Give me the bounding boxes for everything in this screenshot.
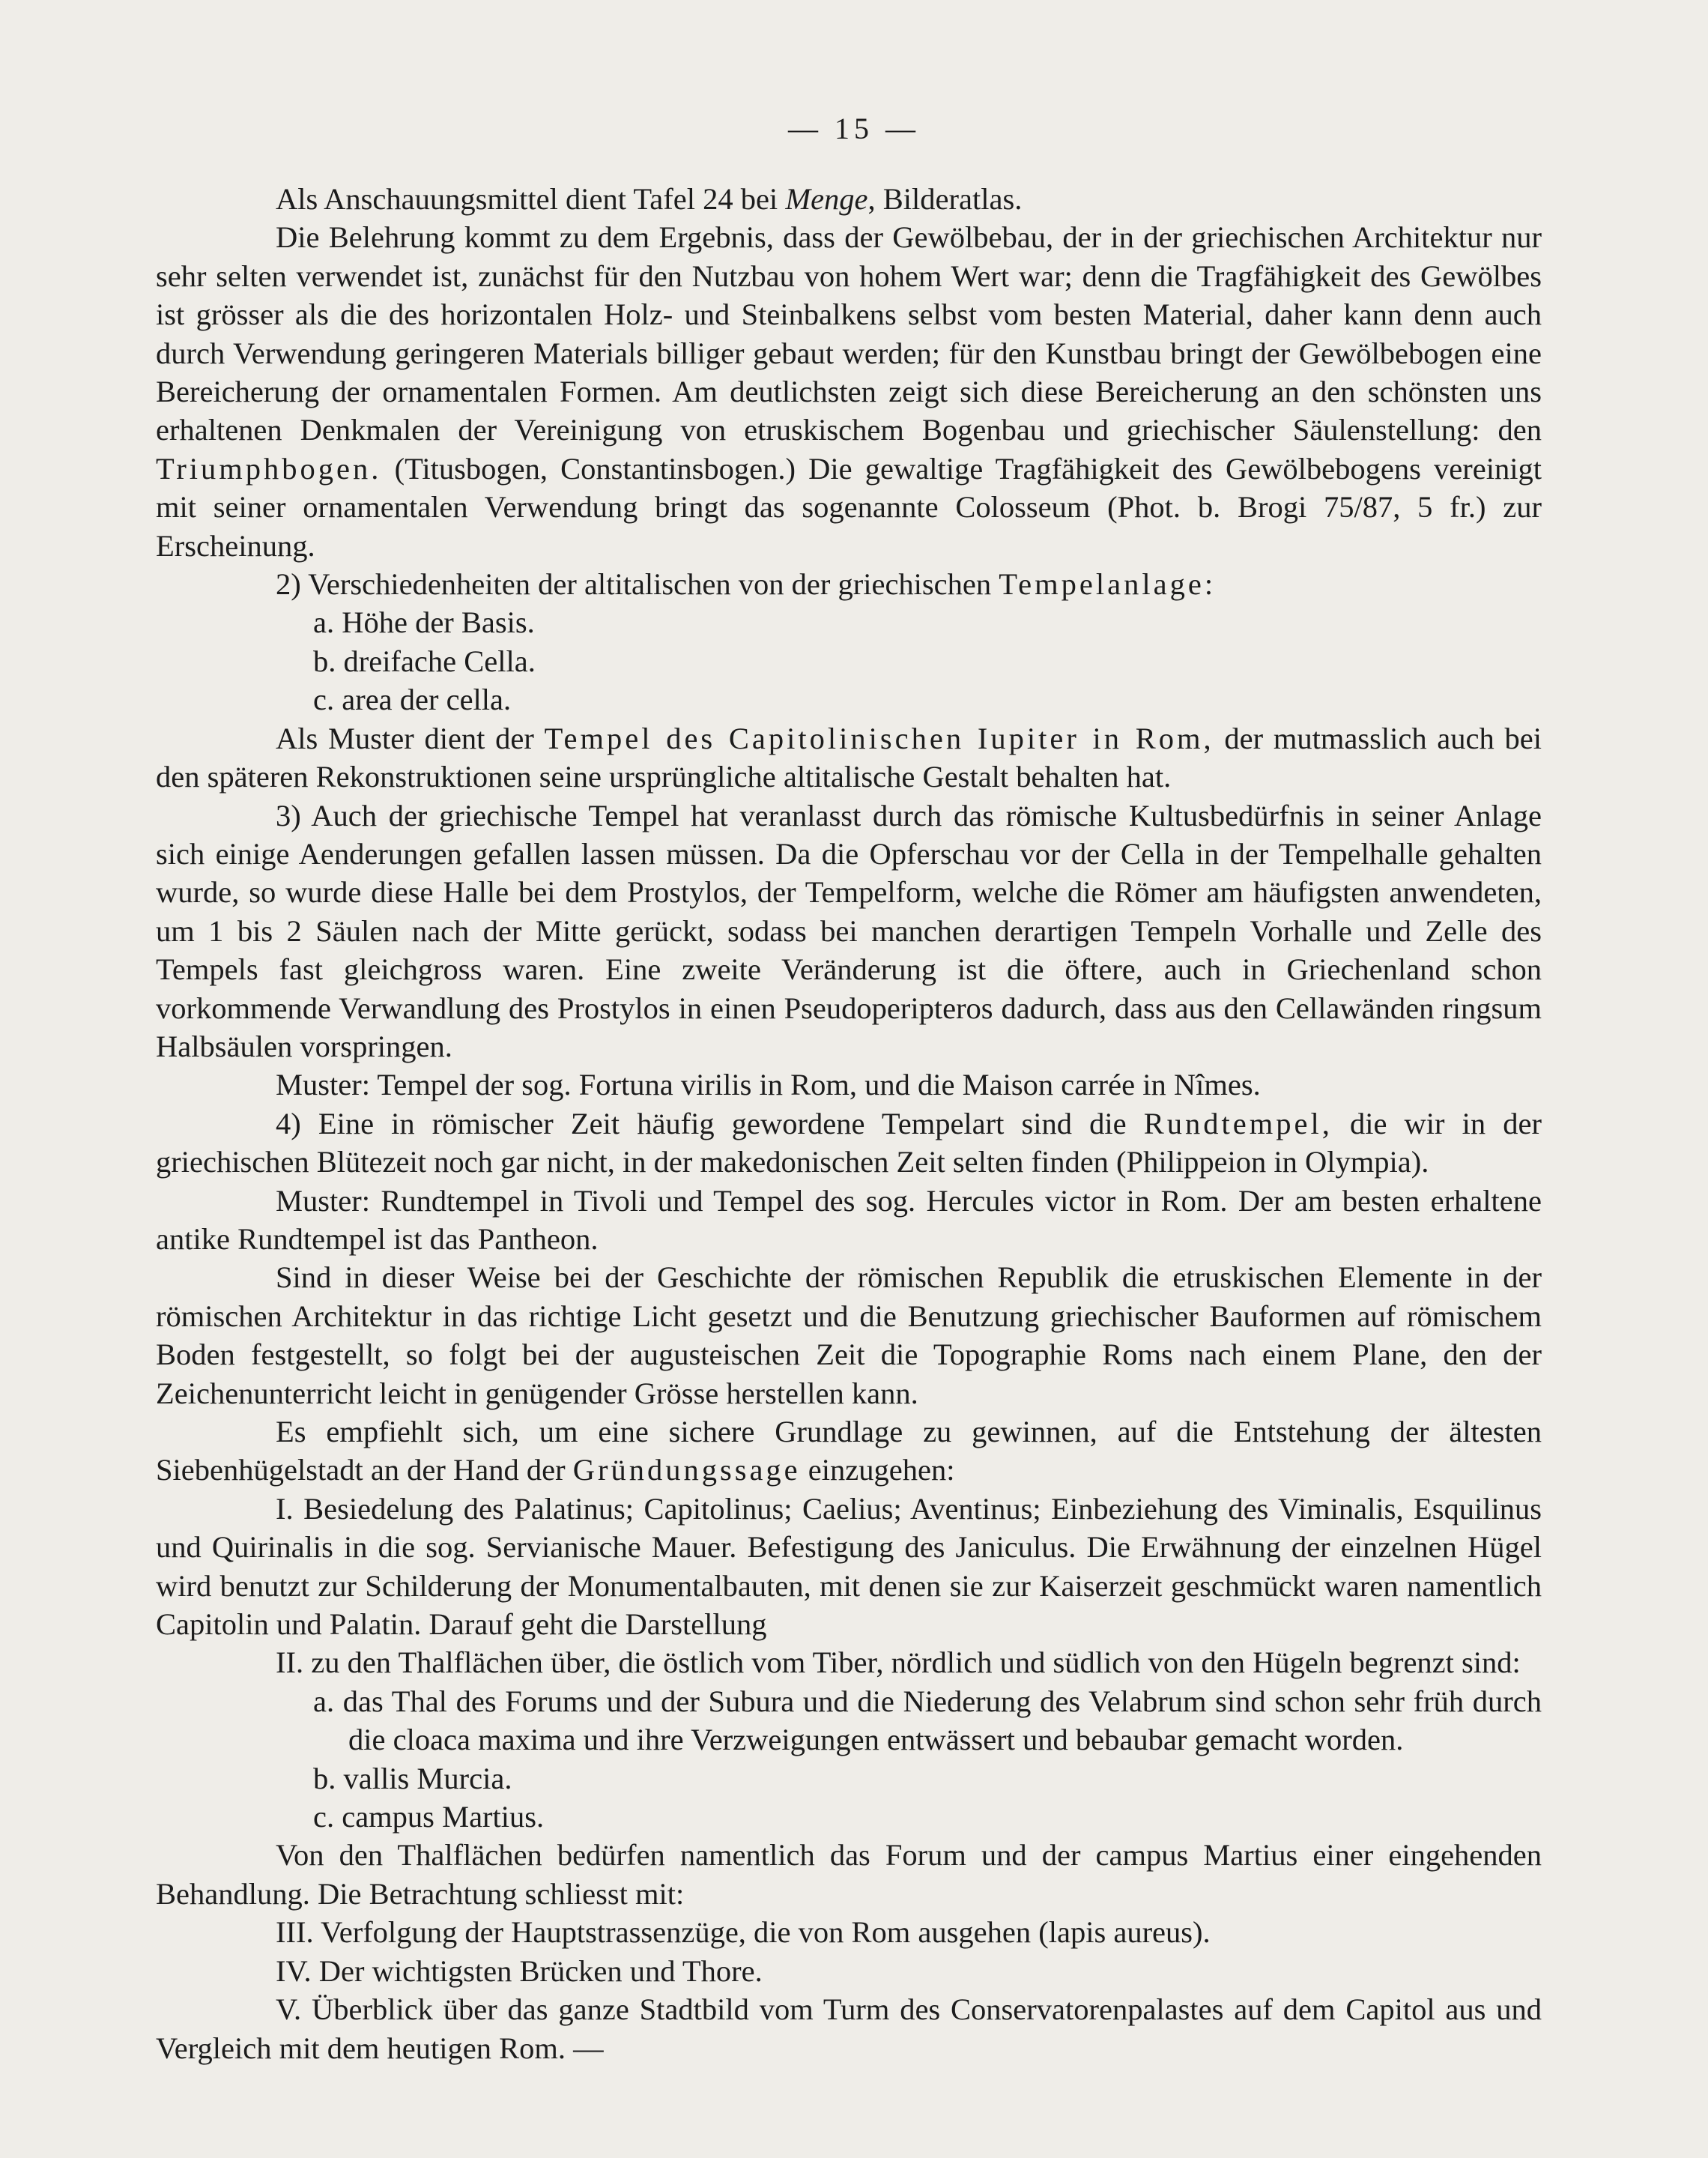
paragraph-muster-rundtempel: Muster: Rundtempel in Tivoli und Tempel des sog. Hercules victor in Rom. Der am besten erhaltene antike Rundtempel ist das Pantheon. — [156, 1183, 1542, 1256]
paragraph-section-II: II. zu den Thalflächen über, die östlich vom Tiber, nördlich und südlich von den Hügeln begrenzt sind: — [276, 1645, 1521, 1680]
paragraph-muster-fortuna: Muster: Tempel der sog. Fortuna virilis in Rom, und die Maison carrée in Nîmes. — [276, 1068, 1261, 1102]
text-run: 4) Eine in römischer Zeit häufig gewordene Tempelart sind die — [276, 1106, 1144, 1140]
text-run: einzugehen: — [800, 1453, 955, 1487]
emphasis-tempel-iupiter: Tempel des Capitolinischen Iupiter in Rom, — [544, 721, 1214, 755]
list-item: b. dreifache Cella. — [313, 644, 536, 678]
paragraph-section-III: III. Verfolgung der Hauptstrassenzüge, die von Rom ausgehen (lapis aureus). — [276, 1915, 1211, 1950]
text-run: Als Muster dient der — [276, 721, 545, 755]
paragraph-muster-capitol — [156, 719, 1542, 797]
list-item: a. das Thal des Forums und der Subura und die Niederung des Velabrum sind schon sehr früh durch die cloaca maxima und ihre Verzweigungen entwässert und bebaubar gemacht worden. — [313, 1684, 1542, 1757]
body-text — [156, 180, 1542, 2067]
paragraph-thalflaechen: Von den Thalflächen bedürfen namentlich das Forum und der campus Martius einer eingehenden Behandlung. Die Betrachtung schliesst mit: — [156, 1838, 1542, 1911]
text-run: Als Anschauungsmittel dient Tafel 24 bei — [276, 182, 786, 216]
list-item: a. Höhe der Basis. — [313, 605, 535, 640]
list-item: b. vallis Murcia. — [313, 1761, 512, 1795]
emphasis-rundtempel: Rundtempel, — [1143, 1106, 1333, 1140]
paragraph-gruendungssage — [156, 1412, 1542, 1490]
emphasis-gruendungssage: Gründungssage — [572, 1453, 801, 1487]
text-run: 2) Verschiedenheiten der altitalischen von der griechischen — [276, 567, 999, 602]
paragraph-topographie: Sind in dieser Weise bei der Geschichte der römischen Republik die etruskischen Elemente in der römischen Architektur in das richtige Licht gesetzt und die Benutzung griechischer Bauformen auf römischem Boden festgestellt, so folgt bei der augusteischen Zeit die Topographie Roms nach einem Plane, den der Zeichenunterricht leicht in genügender Grösse herstellen kann. — [156, 1260, 1542, 1410]
paragraph-section-IV: IV. Der wichtigsten Brücken und Thore. — [276, 1953, 763, 1988]
list-item: c. area der cella. — [313, 683, 512, 717]
text-run: der mutmasslich auch bei den späteren Rekonstruktionen seine ursprüngliche altitalische Gestalt behalten hat. — [156, 721, 1542, 794]
paragraph-section-V: V. Überblick über das ganze Stadtbild vom Turm des Conservatorenpalastes auf dem Capitol aus und Vergleich mit dem heutigen Rom. — — [156, 1992, 1542, 2065]
paragraph-section-2 — [156, 565, 1542, 603]
page-number: — 15 — — [788, 112, 920, 145]
text-run: die wir in der griechischen Blütezeit noch gar nicht, in der makedonischen Zeit selten finden (Philippeion in Olympia). — [156, 1106, 1542, 1179]
text-run: Die Belehrung kommt zu dem Ergebnis, dass der Gewölbebau, der in der griechischen Architektur nur sehr selten verwendet ist, zunächst für den Nutzbau von hohem Wert war; denn die Tragfähigkeit des Gewölbes ist grösser als die des horizontalen Holz- und Steinbalkens selbst vom besten Material, daher kann denn auch durch Verwendung geringeren Materials billiger gebaut werden; für den Kunstbau bringt der Gewölbebogen eine Bereicherung der ornamentalen Formen. Am deutlichsten zeigt sich diese Bereicherung an den schönsten uns erhaltenen Denkmalen der Vereinigung von etruskischem Bogenbau und griechischer Säulenstellung: den — [156, 220, 1542, 447]
paragraph-section-3: 3) Auch der griechische Tempel hat veranlasst durch das römische Kultusbedürfnis in seiner Anlage sich einige Aenderungen gefallen lassen müssen. Da die Opferschau vor der Cella in der Tempelhalle gehalten wurde, so wurde diese Halle bei dem Prostylos, der Tempelform, welche die Römer am häufigsten anwendeten, um 1 bis 2 Säulen nach der Mitte gerückt, sodass bei manchen derartigen Tempeln Vorhalle und Zelle des Tempels fast gleichgross waren. Eine zweite Veränderung ist die öftere, auch in Griechenland schon vorkommende Verwandlung des Prostylos in einen Pseudoperipteros dadurch, dass aus den Cellawänden ringsum Halbsäulen vorspringen. — [156, 798, 1542, 1063]
paragraph-gewoelbebau — [156, 218, 1542, 565]
text-run: (Titusbogen, Constantinsbogen.) Die gewaltige Tragfähigkeit des Gewölbebogens vereinigt mit seiner ornamentalen Verwendung bringt das sogenannte Colosseum (Phot. b. Brogi 75/87, 5 fr.) zur Erscheinung. — [156, 451, 1542, 563]
paragraph-section-4 — [156, 1104, 1542, 1182]
paragraph-section-I: I. Besiedelung des Palatinus; Capitolinus; Caelius; Aventinus; Einbeziehung des Viminalis, Esquilinus und Quirinalis in die sog. Servianische Mauer. Befestigung des Janiculus. Die Erwähnung der einzelnen Hügel wird benutzt zur Schilderung der Monumentalbauten, mit denen sie zur Kaiserzeit geschmückt waren namentlich Capitolin und Palatin. Darauf geht die Darstellung — [156, 1491, 1542, 1642]
emphasis-triumphbogen: Triumphbogen. — [156, 451, 382, 486]
author-name: Menge — [785, 182, 868, 216]
list-item: c. campus Martius. — [313, 1800, 545, 1834]
paragraph-anschauungsmittel — [156, 180, 1542, 218]
text-run: Es empfiehlt sich, um eine sichere Grundlage zu gewinnen, auf die Entstehung der ältesten Siebenhügelstadt an der Hand der — [156, 1415, 1542, 1487]
text-run: , Bilderatlas. — [867, 182, 1023, 216]
emphasis-tempelanlage: Tempelanlage: — [999, 567, 1217, 602]
